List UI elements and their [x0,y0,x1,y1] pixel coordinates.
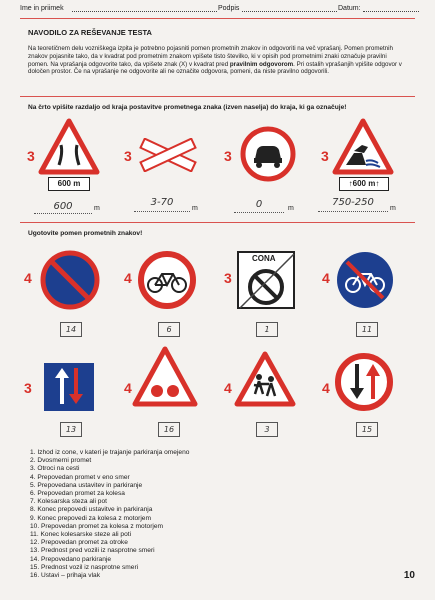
section-rule-2 [20,222,415,223]
answer-box-r1-3[interactable]: 1 [256,322,278,337]
answer-line-1[interactable] [34,201,92,214]
answer-line-3[interactable] [234,199,284,213]
section1-question: Na črto vpišite razdaljo od kraja postavitve prometnega znaka (izven naselja) do kraja, ki ga označuje! [28,104,347,111]
points-r1-4: 4 [322,270,330,286]
meaning-item: 16. Ustavi – prihaja vlak [30,572,101,580]
meaning-item: 7. Kolesarska steza ali pot [30,498,107,506]
meaning-item: 8. Konec prepovedi ustavitve in parkiranja [30,506,153,514]
answer-box-r2-4[interactable]: 15 [356,422,378,437]
unit-s1-4: m [390,205,396,212]
answer-box-r2-3[interactable]: 3 [256,422,278,437]
no-overtaking-sign [240,126,296,182]
points-s1-2: 3 [124,148,132,164]
instructions-text [28,45,408,76]
points-r1-1: 4 [24,270,32,286]
level-crossing-cross-sign [138,138,198,172]
signature-label: Podpis [218,5,240,12]
section2-question: Ugotovite pomen prometnih znakov! [28,230,143,237]
unit-s1-1: m [94,205,100,212]
answer-box-r1-4[interactable]: 11 [356,322,378,337]
meaning-item: 6. Prepovedan promet za kolesa [30,490,125,498]
zone-label: CONA [252,254,276,263]
meaning-item: 4. Prepovedan promet v eno smer [30,473,130,481]
date-field[interactable] [363,5,419,12]
answer-box-r1-1[interactable]: 14 [60,322,82,337]
answer-s1-4: 750-250 [332,197,374,208]
answer-line-2[interactable] [134,197,190,212]
distance-plate: 600 m [48,177,90,191]
answer-box-r2-2[interactable]: 16 [158,422,180,437]
date-label: Datum: [338,5,361,12]
answer-s1-1: 600 [53,201,73,212]
points-r2-4: 4 [322,380,330,396]
children-warning-sign [234,350,296,408]
traffic-lights-warning-sign [132,345,198,409]
instructions-title: NAVODILO ZA REŠEVANJE TESTA [28,28,152,37]
name-label: Ime in priimek [20,5,64,12]
no-bicycles-sign [137,250,197,310]
points-r1-2: 4 [124,270,132,286]
page-number: 10 [403,570,415,581]
road-narrows-sign [38,117,100,177]
meaning-item: 13. Prednost pred vozili iz nasprotne smeri [30,547,155,555]
points-r2-3: 4 [224,380,232,396]
meaning-item: 14. Prepovedano parkiranje [30,555,112,563]
no-parking-sign [40,250,100,310]
answer-s1-3: 0 [255,199,263,210]
yield-to-oncoming-sign [334,352,394,412]
meaning-item: 11. Konec kolesarske steze ali poti [30,531,132,539]
answer-line-4[interactable] [318,197,388,212]
points-s1-1: 3 [27,148,35,164]
points-s1-3: 3 [224,148,232,164]
points-s1-4: 3 [321,148,329,164]
end-bicycle-path-sign [335,250,395,310]
name-field[interactable] [72,5,217,12]
answer-s1-2: 3-70 [150,197,174,208]
points-r2-2: 4 [124,380,132,396]
meaning-item: 3. Otroci na cesti [30,465,80,473]
points-r1-3: 3 [224,270,232,286]
meanings-list [30,449,189,580]
instructions-part2: . Pri ostalih vprašanjih vpišite odgovor v določen prostor. Če na vprašanje ne odgovorite ali ne označite odgovora, pomeni, da niste pravilno odgovorili. [28,60,402,76]
meaning-item: 10. Prepovedan promet za kolesa z motorjem [30,522,164,530]
meaning-item: 9. Konec prepovedi za kolesa z motorjem [30,514,151,522]
unit-s1-3: m [288,205,294,212]
signature-field[interactable] [242,5,337,12]
meaning-item: 15. Prednost vozil iz nasprotne smeri [30,563,139,571]
answer-box-r1-2[interactable]: 6 [158,322,180,337]
instructions-part1: Na teoretičnem delu vozniškega izpita je potrebno pojasniti pomen prometnih znakov in odgovoriti na več vprašanj. Pomen prometnih znakov pojasnite tako, da v kvadrat pod prometnim znakom vpišete tisto številko, ki v opisih pod prometnimi znaki označuje pravilni pomen. Na vprašanja odgovorite tako, da vpišete znak (X) v kvadrat pred [28,45,393,68]
meaning-item: 2. Dvosmerni promet [30,457,92,465]
distance-plate-arrows: ↑600 m↑ [339,177,389,191]
riverbank-sign [332,117,394,177]
priority-over-oncoming-sign [43,362,95,412]
answer-box-r2-1[interactable]: 13 [60,422,82,437]
instructions-bold: pravilnim odgovorom [229,60,294,68]
meaning-item: 5. Prepovedana ustavitev in parkiranje [30,481,143,489]
unit-s1-2: m [192,205,198,212]
header-rule [20,18,415,19]
meaning-item: 12. Prepovedan promet za otroke [30,539,128,547]
points-r2-1: 3 [24,380,32,396]
section-rule-1 [20,96,415,97]
meaning-item: 1. Izhod iz cone, v kateri je trajanje parkiranja omejeno [30,449,190,456]
